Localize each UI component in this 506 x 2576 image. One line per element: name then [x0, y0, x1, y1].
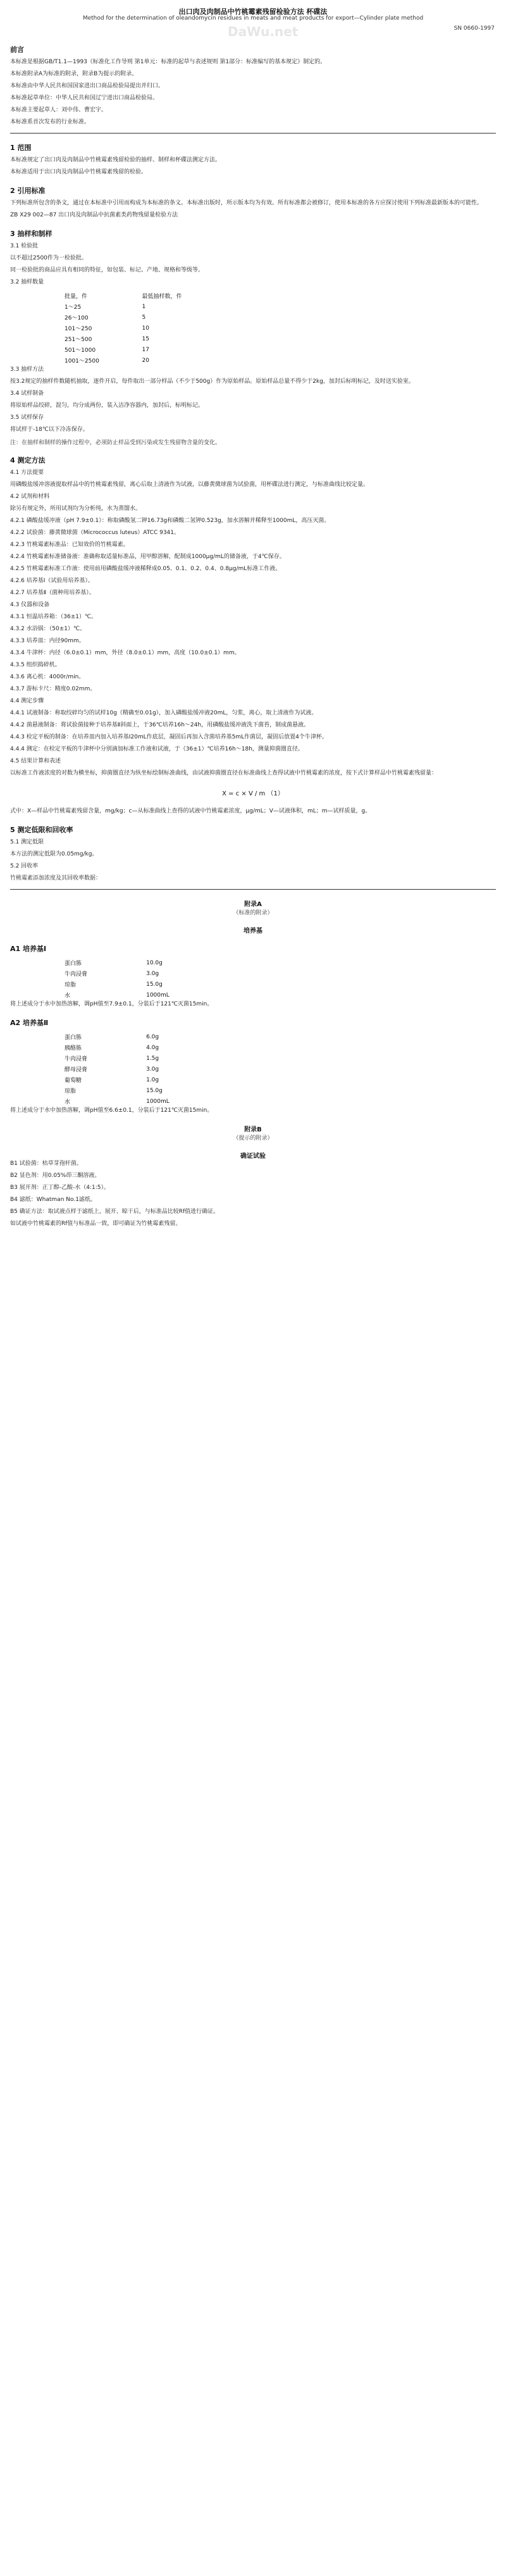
- section-heading: 3 抽样和制样: [10, 230, 52, 238]
- section-text: 4.3.2 水浴锅：（50±1）℃。: [10, 626, 86, 632]
- section-heading: 5 测定低限和回收率: [10, 826, 73, 834]
- appendix-item: B3 展开剂：正丁醇-乙酸-水（4:1:5）。: [10, 1185, 109, 1191]
- section-text: 本标准适用于出口肉及肉制品中竹桃霉素残留的检验。: [10, 169, 147, 175]
- standard-number: SN 0660-1997: [454, 25, 495, 32]
- table-row: [61, 1042, 225, 1053]
- section-text: 以标准工作液浓度的对数为横坐标，抑菌圈直径为纵坐标绘制标准曲线，由试液抑菌圈直径在标准曲线上查得试液中竹桃霉素的浓度，按下式计算样品中竹桃霉素残留量：: [10, 770, 438, 776]
- table-cell: 1: [142, 303, 146, 310]
- section-text: 4.2.6 培养基Ⅰ（试验用培养基）。: [10, 578, 94, 584]
- appendix-sub: （提示的附录）: [233, 1135, 273, 1142]
- section-text: 4.2.5 竹桃霉素标准工作液：使用前用磷酸盐缓冲液稀释成0.05、0.1、0.2、0.4、0.8μg/mL标准工作液。: [10, 566, 281, 572]
- table-cell: 1000mL: [146, 1098, 170, 1105]
- section-text: 式中：X—样品中竹桃霉素残留含量，mg/kg；c—从标准曲线上查得的试液中竹桃霉素浓度，μg/mL；V—试液体积，mL；m—试样质量，g。: [10, 808, 371, 814]
- table-cell: 6.0g: [146, 1033, 159, 1040]
- appendix-name: 培养基: [244, 928, 262, 935]
- appendix-item: B1 试验菌：枯草芽孢杆菌。: [10, 1160, 82, 1167]
- section-text: 4.2.7 培养基Ⅱ（菌种用培养基）。: [10, 590, 95, 596]
- section-text: 4.3.7 游标卡尺：精度0.02mm。: [10, 686, 96, 692]
- table-cell: 1～25: [65, 304, 82, 311]
- subsection-heading: 4.5 结果计算和表述: [10, 758, 61, 764]
- subsection-heading: 3.5 试样保存: [10, 414, 44, 421]
- appendix-title: 附录B: [244, 1126, 262, 1133]
- table-header-row: [61, 290, 225, 301]
- subsection-heading: 4.4 测定步骤: [10, 698, 44, 704]
- appendix-heading: A1 培养基Ⅰ: [10, 945, 47, 953]
- section-text: 4.2.1 磷酸盐缓冲液（pH 7.9±0.1）：称取磷酸氢二钾16.73g和磷酸二氢钾0.523g，加水溶解并稀释至1000mL，高压灭菌。: [10, 518, 330, 524]
- section-text: 4.2.3 竹桃霉素标准品：已知效价的竹桃霉素。: [10, 542, 129, 548]
- appendix-heading: A2 培养基Ⅱ: [10, 1019, 49, 1027]
- table-cell: 琼脂: [65, 982, 77, 988]
- table-row: [61, 1064, 225, 1074]
- divider: [10, 889, 496, 890]
- table-cell: 酵母浸膏: [65, 1067, 88, 1073]
- section-text: 同一检验批的商品应具有相同的特征，如包装、标记、产地、规格和等级等。: [10, 267, 204, 273]
- foreword-text: 本标准附录A为标准的附录，附录B为提示的附录。: [10, 71, 138, 77]
- section-text: 4.4.4 测定：在检定平板的牛津杯中分别滴加标准工作液和试液，于（36±1）℃培养16h～18h，测量抑菌圈直径。: [10, 746, 304, 752]
- appendix-title: 附录A: [244, 901, 262, 908]
- divider: [10, 133, 496, 134]
- watermark: DaWu.net: [228, 24, 299, 39]
- table-cell: 1001～2500: [65, 358, 99, 364]
- subsection-heading: 3.4 试样制备: [10, 390, 44, 397]
- section-text: 4.4.1 试液制备：称取绞碎均匀的试样10g（精确至0.01g），加入磷酸盐缓冲液20mL，匀浆，离心，取上清液作为试液。: [10, 710, 318, 716]
- table-cell: 葡萄糖: [65, 1078, 82, 1084]
- table-cell: 水: [65, 1099, 71, 1105]
- table-cell: 琼脂: [65, 1088, 77, 1095]
- foreword-heading: 前言: [10, 46, 24, 54]
- table-cell: 4.0g: [146, 1044, 159, 1051]
- table-cell: 3.0g: [146, 1066, 159, 1073]
- table-cell: 水: [65, 993, 71, 999]
- foreword-text: 本标准主要起草人：刘中伟、曹宏宇。: [10, 107, 108, 113]
- section-text: 本标准规定了出口肉及肉制品中竹桃霉素残留检验的抽样、制样和杯碟法测定方法。: [10, 157, 221, 163]
- table-row: [61, 1085, 225, 1096]
- appendix-item: B2 显色剂：用0.05%茚三酮溶液。: [10, 1173, 101, 1179]
- section-text: 4.4.3 检定平板的制备：在培养皿内加入培养基Ⅰ20mL作底层，凝固后再加入含菌培养基5mL作菌层，凝固后放置4个牛津杯。: [10, 734, 328, 740]
- document-title: 出口肉及肉制品中竹桃霉素残留检验方法 杯碟法: [178, 8, 328, 16]
- table-cell: 3.0g: [146, 970, 159, 977]
- table-cell: 牛肉浸膏: [65, 971, 88, 978]
- table-cell: 5: [142, 314, 146, 321]
- subsection-heading: 3.2 抽样数量: [10, 279, 44, 285]
- table-row: [61, 344, 225, 355]
- table-cell: 15.0g: [146, 981, 163, 988]
- section-heading: 4 测定方法: [10, 456, 46, 464]
- section-text: ZB X29 002—87 出口肉及肉制品中抗菌素类药物残留量检验方法: [10, 212, 178, 218]
- table-header-cell: 最低抽样数，件: [142, 294, 182, 300]
- section-text: 4.3.3 培养皿：内径90mm。: [10, 638, 85, 644]
- table-header-cell: 批量，件: [65, 294, 88, 300]
- document-content: [10, 35, 496, 1232]
- subsection-heading: 3.3 抽样方法: [10, 366, 44, 373]
- section-text: 竹桃霉素添加浓度及其回收率数据：: [10, 875, 102, 881]
- table-cell: 10.0g: [146, 959, 163, 966]
- table-cell: 15: [142, 335, 149, 342]
- table-row: [61, 957, 225, 968]
- table-cell: 蛋白胨: [65, 1035, 82, 1041]
- section-text: 如试液中竹桃霉素的Rf值与标准品一致，即可确证为竹桃霉素残留。: [10, 1221, 182, 1227]
- section-heading: 1 范围: [10, 144, 32, 152]
- section-text: 4.3.1 恒温培养箱：（36±1）℃。: [10, 614, 97, 620]
- section-text: 4.3.5 组织捣碎机。: [10, 662, 61, 668]
- table-cell: 胰酪胨: [65, 1045, 82, 1052]
- appendix-sub: （标准的附录）: [233, 910, 273, 916]
- sampling-table: [61, 290, 225, 366]
- note-text: 注：在抽样和制样的操作过程中，必须防止样品受到污染或发生残留物含量的变化。: [10, 440, 221, 446]
- table-row: [61, 968, 225, 979]
- subsection-heading: 4.3 仪器和设备: [10, 602, 50, 608]
- table-cell: 101～250: [65, 326, 92, 332]
- table-row: [61, 333, 225, 344]
- section-text: 按3.2规定的抽样件数随机抽取，逐件开启，每件取出一部分样品（不少于500g）作为原始样品。原始样品总量不得少于2kg，加封后标明标记，及时送实验室。: [10, 378, 414, 385]
- table-row: [61, 301, 225, 312]
- formula-number: （1）: [267, 790, 284, 797]
- media-table-2: [61, 1031, 225, 1107]
- subsection-heading: 5.1 测定低限: [10, 839, 44, 845]
- section-text: 4.3.4 牛津杯：内径（6.0±0.1）mm，外径（8.0±0.1）mm，高度（10.0±0.1）mm。: [10, 650, 240, 656]
- foreword-text: 本标准起草单位：中华人民共和国辽宁进出口商品检验局。: [10, 95, 159, 101]
- formula-expression: X = c × V / m: [222, 790, 266, 797]
- appendix-name: 确证试验: [240, 1153, 266, 1160]
- table-cell: 26～100: [65, 315, 89, 321]
- table-row: [61, 979, 225, 990]
- section-text: 将原始样品绞碎，混匀，均分成两份，装入洁净容器内，加封后，标明标记。: [10, 402, 204, 409]
- section-text: 下列标准所包含的条文，通过在本标准中引用而构成为本标准的条文。本标准出版时，所示版本均为有效。所有标准都会被修订，使用本标准的各方应探讨使用下列标准最新版本的可能性。: [10, 200, 483, 206]
- foreword-text: 本标准是根据GB/T1.1—1993《标准化工作导则 第1单元：标准的起草与表述规则 第1部分：标准编写的基本规定》制定的。: [10, 59, 326, 65]
- table-cell: 20: [142, 357, 149, 364]
- section-text: 将上述成分于水中加热溶解，调pH值至7.9±0.1，分装后于121℃灭菌15min。: [10, 1001, 213, 1007]
- table-cell: 1.0g: [146, 1076, 159, 1083]
- table-cell: 17: [142, 346, 149, 353]
- appendix-item: B5 确证方法：取试液点样于滤纸上，展开、晾干后，与标准品比较Rf值进行确证。: [10, 1209, 219, 1215]
- table-row: [61, 1096, 225, 1107]
- section-text: 4.2.4 竹桃霉素标准储备液：准确称取适量标准品，用甲醇溶解，配制成1000μg/mL的储备液，于4℃保存。: [10, 554, 285, 560]
- table-cell: 蛋白胨: [65, 961, 82, 967]
- table-row: [61, 355, 225, 366]
- appendix-item: B4 滤纸：Whatman No.1滤纸。: [10, 1197, 96, 1203]
- foreword-text: 本标准系首次发布的行业标准。: [10, 119, 90, 125]
- subsection-heading: 5.2 回收率: [10, 863, 39, 869]
- document-subtitle: Method for the determination of oleandomycin residues in meats and meat products for export—Cylinder plate method: [82, 15, 424, 22]
- table-row: [61, 323, 225, 333]
- table-cell: 1.5g: [146, 1055, 159, 1062]
- section-text: 用磷酸盐缓冲溶液提取样品中的竹桃霉素残留，离心后取上清液作为试液，以藤黄微球菌为试验菌，用杯碟法进行测定，与标准曲线比较定量。: [10, 482, 369, 488]
- section-text: 除另有规定外，所用试剂均为分析纯，水为蒸馏水。: [10, 506, 142, 512]
- formula: [10, 788, 496, 797]
- subsection-heading: 4.1 方法提要: [10, 470, 44, 476]
- section-text: 4.2.2 试验菌：藤黄微球菌（Micrococcus luteus）ATCC 9341。: [10, 530, 180, 536]
- table-cell: 501～1000: [65, 347, 96, 354]
- section-text: 本方法的测定低限为0.05mg/kg。: [10, 851, 98, 857]
- table-cell: 251～500: [65, 337, 92, 343]
- table-cell: 牛肉浸膏: [65, 1056, 88, 1062]
- table-cell: 15.0g: [146, 1087, 163, 1094]
- table-row: [61, 1031, 225, 1042]
- table-cell: 1000mL: [146, 992, 170, 999]
- section-heading: 2 引用标准: [10, 187, 46, 195]
- subsection-heading: 3.1 检验批: [10, 243, 39, 249]
- section-text: 4.4.2 菌悬液制备：将试验菌接种于培养基Ⅱ斜面上，于36℃培养16h～24h，用磷酸盐缓冲液洗下菌苔，制成菌悬液。: [10, 722, 310, 728]
- section-text: 将试样于-18℃以下冷冻保存。: [10, 426, 89, 433]
- table-row: [61, 1053, 225, 1064]
- table-row: [61, 312, 225, 323]
- subsection-heading: 4.2 试剂和材料: [10, 494, 50, 500]
- section-text: 将上述成分于水中加热溶解，调pH值至6.6±0.1，分装后于121℃灭菌15min。: [10, 1107, 213, 1114]
- section-text: 4.3.6 离心机：4000r/min。: [10, 674, 85, 680]
- section-text: 以不超过2500件为一检验批。: [10, 255, 87, 261]
- table-row: [61, 990, 225, 1000]
- table-cell: 10: [142, 325, 149, 332]
- foreword-text: 本标准由中华人民共和国国家进出口商品检验局提出并归口。: [10, 83, 164, 89]
- media-table-1: [61, 957, 225, 1000]
- table-row: [61, 1074, 225, 1085]
